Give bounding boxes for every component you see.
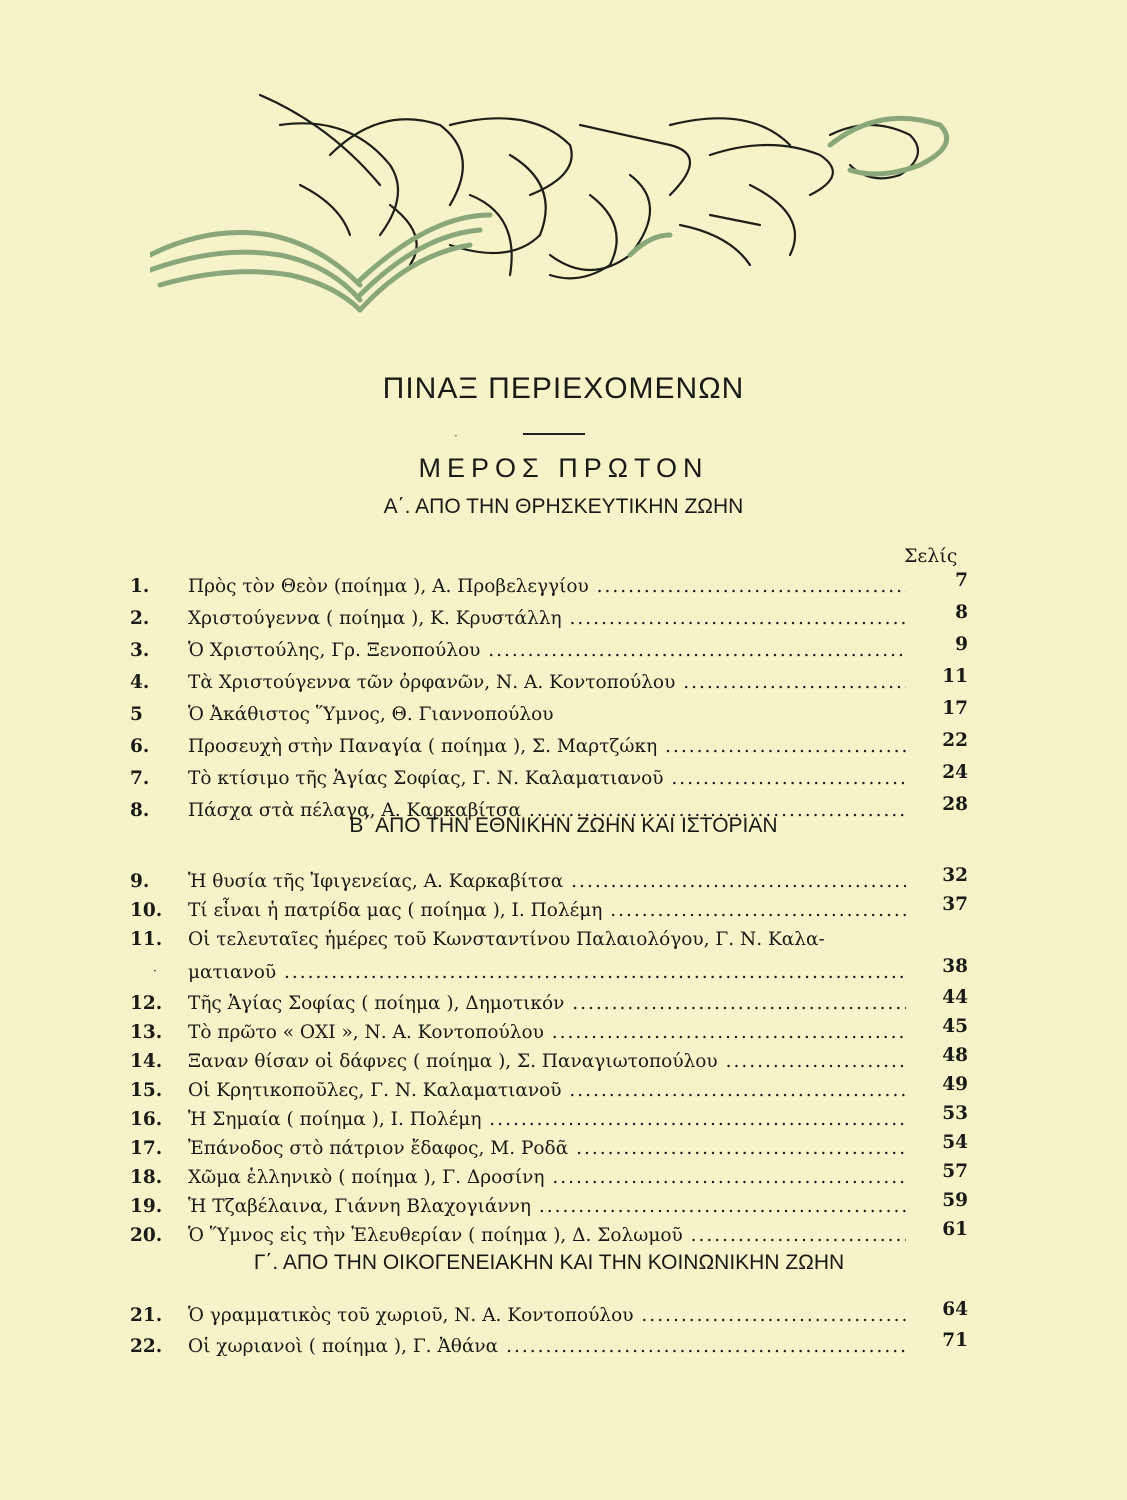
entry-number: 12. bbox=[130, 993, 163, 1014]
entry-page: 38 bbox=[942, 956, 968, 977]
entry-title: Πρὸς τὸν Θεὸν (ποίημα ), Α. Προβελεγγίου ..... bbox=[188, 573, 906, 601]
entry-number: 5 bbox=[130, 704, 143, 725]
toc-entry bbox=[130, 1103, 968, 1134]
entry-page: 7 bbox=[955, 570, 968, 591]
toc-entry bbox=[130, 1299, 968, 1330]
entry-page: 71 bbox=[942, 1330, 968, 1351]
entry-number: 21. bbox=[130, 1305, 163, 1326]
entry-title: Τὸ κτίσιμο τῆς Ἁγίας Σοφίας, Γ. Ν. Καλαματιανοῦ ..... bbox=[188, 765, 906, 793]
toc-entry bbox=[130, 926, 968, 954]
title-divider bbox=[523, 433, 585, 435]
entry-title: Χριστούγεννα ( ποίημα ), Κ. Κρυστάλλη ..... bbox=[188, 605, 906, 633]
pages-column-label: Σελίς bbox=[904, 545, 958, 567]
entry-number: 2. bbox=[130, 608, 150, 629]
entry-number: 4. bbox=[130, 672, 150, 693]
entry-title: Ὁ Ὕμνος εἰς τὴν Ἐλευθερίαν ( ποίημα ), Δ. Σολωμοῦ ..... bbox=[188, 1222, 906, 1250]
toc-entry bbox=[130, 1016, 968, 1047]
toc-entry bbox=[130, 634, 968, 665]
toc-entry bbox=[130, 1330, 968, 1361]
entry-title: Τὰ Χριστούγεννα τῶν ὀρφανῶν, Ν. Α. Κοντοπούλου ..... bbox=[188, 669, 906, 697]
entry-title: Πάσχα στὰ πέλαγα, Α. Καρκαβίτσα ..... bbox=[188, 797, 906, 825]
entry-title: Οἱ Κρητικοποῦλες, Γ. Ν. Καλαματιανοῦ ..... bbox=[188, 1077, 906, 1105]
entry-number: 13. bbox=[130, 1022, 163, 1043]
entry-title: Χῶμα ἑλληνικὸ ( ποίημα ), Γ. Δροσίνη ..... bbox=[188, 1164, 906, 1192]
entry-number: 17. bbox=[130, 1138, 163, 1159]
entry-title: Ἐπάνοδος στὸ πάτριον ἔδαφος, Μ. Ροδᾶ ..... bbox=[188, 1135, 906, 1163]
entry-page: 45 bbox=[942, 1016, 968, 1037]
toc-entry bbox=[130, 894, 968, 925]
entry-title: Ὁ γραμματικὸς τοῦ χωριοῦ, Ν. Α. Κοντοπούλου ..... bbox=[188, 1302, 906, 1330]
entry-title: Ἡ Τζαβέλαινα, Γιάννη Βλαχογιάννη ..... bbox=[188, 1193, 906, 1221]
entry-title: Ὁ Ἀκάθιστος Ὕμνος, Θ. Γιαννοπούλου bbox=[188, 704, 554, 725]
entry-title: Ὁ Χριστούλης, Γρ. Ξενοπούλου ..... bbox=[188, 637, 906, 665]
entry-title: Ἡ Σημαία ( ποίημα ), Ι. Πολέμη ..... bbox=[188, 1106, 906, 1134]
toc-entry bbox=[130, 602, 968, 633]
entry-title: Οἱ χωριανοὶ ( ποίημα ), Γ. Ἀθάνα ..... bbox=[188, 1333, 906, 1361]
entry-page: 22 bbox=[942, 730, 968, 751]
entry-number: 7. bbox=[130, 768, 150, 789]
entry-number: 8. bbox=[130, 800, 150, 821]
entry-page: 64 bbox=[942, 1299, 968, 1320]
toc-entry bbox=[130, 570, 968, 601]
toc-entry bbox=[130, 865, 968, 896]
entry-page: 32 bbox=[942, 865, 968, 886]
entry-page: 11 bbox=[942, 666, 968, 687]
entry-number: 15. bbox=[130, 1080, 163, 1101]
entry-number: 11. bbox=[130, 929, 163, 950]
toc-entry bbox=[130, 987, 968, 1018]
toc-entry bbox=[130, 1045, 968, 1076]
entry-number: 16. bbox=[130, 1109, 163, 1130]
entry-number: 19. bbox=[130, 1196, 163, 1217]
entry-number: 22. bbox=[130, 1336, 163, 1357]
toc-entry bbox=[130, 1161, 968, 1192]
ink-speck: · bbox=[153, 964, 157, 978]
toc-entry bbox=[130, 1074, 968, 1105]
entry-page: 49 bbox=[942, 1074, 968, 1095]
toc-entry bbox=[130, 762, 968, 793]
entry-title: Προσευχὴ στὴν Παναγία ( ποίημα ), Σ. Μαρτζώκη ..... bbox=[188, 733, 906, 761]
entry-page: 37 bbox=[942, 894, 968, 915]
entry-page: 59 bbox=[942, 1190, 968, 1211]
entry-page: 57 bbox=[942, 1161, 968, 1182]
page-title: ΠΙΝΑΞ ΠΕΡΙΕΧΟΜΕΝΩΝ bbox=[382, 372, 745, 405]
entry-number: 10. bbox=[130, 900, 163, 921]
entry-title: Ξαναν θίσαν οἱ δάφνες ( ποίημα ), Σ. Παναγιωτοπούλου ..... bbox=[188, 1048, 906, 1076]
entry-page: 44 bbox=[942, 987, 968, 1008]
entry-page: 53 bbox=[942, 1103, 968, 1124]
entry-number: 1. bbox=[130, 576, 150, 597]
entry-title: Τῆς Ἁγίας Σοφίας ( ποίημα ), Δημοτικόν ..... bbox=[188, 990, 906, 1018]
section-heading-a: Α΄. ΑΠΟ ΤΗΝ ΘΡΗΣΚΕΥΤΙΚΗΝ ΖΩΗΝ bbox=[383, 495, 744, 518]
entry-number: 18. bbox=[130, 1167, 163, 1188]
entry-title: Τὸ πρῶτο « ΟΧΙ », Ν. Α. Κοντοπούλου ..... bbox=[188, 1019, 906, 1047]
entry-title: Ἡ θυσία τῆς Ἰφιγενείας, Α. Καρκαβίτσα ..... bbox=[188, 868, 906, 896]
entry-page: 28 bbox=[942, 794, 968, 815]
entry-title: Οἱ τελευταῖες ἡμέρες τοῦ Κωνσταντίνου Παλαιολόγου, Γ. Ν. Καλα- bbox=[188, 929, 825, 950]
entry-number: 3. bbox=[130, 640, 150, 661]
ink-speck: · bbox=[454, 429, 458, 443]
entry-page: 24 bbox=[942, 762, 968, 783]
entry-number: 14. bbox=[130, 1051, 163, 1072]
section-heading-b: Β΄ ΑΠΟ ΤΗΝ ΕΘΝΙΚΗΝ ΖΩΗΝ ΚΑΙ ΙΣΤΟΡΙΑΝ bbox=[349, 814, 778, 837]
entry-number: 9. bbox=[130, 871, 150, 892]
entry-title: ματιανοῦ ..... bbox=[188, 959, 906, 987]
toc-entry bbox=[130, 730, 968, 761]
entry-number: 20. bbox=[130, 1225, 163, 1246]
toc-entry bbox=[130, 1190, 968, 1221]
toc-entry bbox=[130, 698, 968, 729]
toc-entry bbox=[130, 1219, 968, 1250]
entry-page: 48 bbox=[942, 1045, 968, 1066]
section-heading-c: Γ΄. ΑΠΟ ΤΗΝ ΟΙΚΟΓΕΝΕΙΑΚΗΝ ΚΑΙ ΤΗΝ ΚΟΙΝΩΝΙΚΗΝ ΖΩΗΝ bbox=[253, 1251, 845, 1274]
toc-entry bbox=[130, 956, 968, 987]
entry-page: 17 bbox=[942, 698, 968, 719]
toc-entry bbox=[130, 1132, 968, 1163]
entry-page: 8 bbox=[955, 602, 968, 623]
toc-entry bbox=[130, 666, 968, 697]
entry-number: 6. bbox=[130, 736, 150, 757]
entry-page: 54 bbox=[942, 1132, 968, 1153]
entry-page: 61 bbox=[942, 1219, 968, 1240]
part-heading: ΜΕΡΟΣ ΠΡΩΤΟΝ bbox=[418, 453, 709, 483]
entry-page: 9 bbox=[955, 634, 968, 655]
entry-title: Τί εἶναι ἡ πατρίδα μας ( ποίημα ), Ι. Πολέμη ..... bbox=[188, 897, 906, 925]
book-ornament-icon bbox=[150, 85, 960, 325]
